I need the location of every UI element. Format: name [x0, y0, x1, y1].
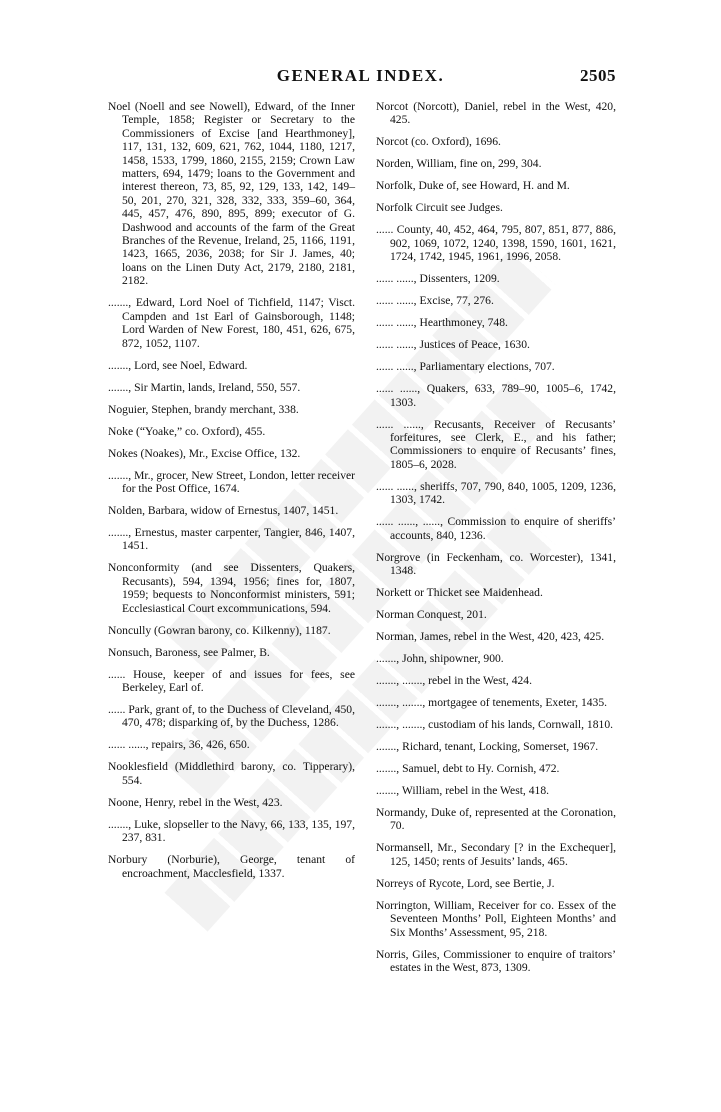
index-entry: Noone, Henry, rebel in the West, 423.: [108, 795, 283, 809]
index-entry: Norbury (Norburie), George, tenant of encroachment, Macclesfield, 1337.: [108, 853, 355, 880]
index-entry: ......., William, rebel in the West, 418.: [376, 784, 550, 798]
index-entry: ......., Lord, see Noel, Edward.: [108, 358, 248, 372]
index-column-left: [108, 100, 355, 889]
index-entry: ...... ......, Quakers, 633, 789–90, 1005–6, 1742, 1303.: [376, 382, 616, 409]
index-entry: Normandy, Duke of, represented at the Coronation, 70.: [376, 806, 616, 833]
index-entry: ......., ......., mortgagee of tenements, Exeter, 1435.: [376, 696, 608, 710]
index-entry: Norcot (co. Oxford), 1696.: [376, 135, 501, 149]
index-entry: Norrington, William, Receiver for co. Essex of the Seventeen Months’ Poll, Eighteen Months’ and Six Months’ Assessment, 95, 218.: [376, 898, 616, 939]
index-entry: ......., Samuel, debt to Hy. Cornish, 472.: [376, 762, 560, 776]
index-entry: Norris, Giles, Commissioner to enquire of traitors’ estates in the West, 873, 1309.: [376, 947, 616, 975]
index-entry: ...... ......, ......, Commission to enquire of sheriffs’ accounts, 840, 1236.: [376, 515, 616, 542]
index-entry: ...... House, keeper of and issues for fees, see Berkeley, Earl of.: [108, 667, 355, 694]
index-entry: Norman Conquest, 201.: [376, 608, 487, 622]
index-entry: ...... ......, sheriffs, 707, 790, 840, 1005, 1209, 1236, 1303, 1742.: [376, 479, 616, 507]
page-header: [0, 66, 721, 92]
index-entry: ......., ......., rebel in the West, 424.: [376, 674, 532, 688]
index-entry: ...... ......, Parliamentary elections, 707.: [376, 360, 555, 374]
page-title: GENERAL INDEX.: [276, 66, 445, 85]
index-entry: ...... County, 40, 452, 464, 795, 807, 851, 877, 886, 902, 1069, 1072, 1240, 1398, 1590, 1601, 1621, 1724, 1742, 1945, 1961, 1996, 2058.: [376, 223, 616, 264]
index-entry: ......., Ernestus, master carpenter, Tangier, 846, 1407, 1451.: [108, 525, 355, 553]
index-entry: ...... ......, Justices of Peace, 1630.: [376, 338, 530, 352]
index-entry: ......., ......., custodiam of his lands, Cornwall, 1810.: [376, 718, 614, 732]
index-entry: ...... ......, Excise, 77, 276.: [376, 294, 494, 308]
index-entry: ...... ......, Dissenters, 1209.: [376, 272, 500, 286]
index-entry: Nokes (Noakes), Mr., Excise Office, 132.: [108, 446, 301, 460]
index-entry: Nolden, Barbara, widow of Ernestus, 1407, 1451.: [108, 503, 339, 517]
index-entry: Norgrove (in Feckenham, co. Worcester), 1341, 1348.: [376, 550, 616, 578]
index-column-right: [376, 100, 616, 983]
index-entry: Nooklesfield (Middlethird barony, co. Tipperary), 554.: [108, 760, 355, 787]
index-entry: ...... Park, grant of, to the Duchess of Cleveland, 450, 470, 478; disparking of, by the Duchess, 1286.: [108, 702, 355, 730]
index-entry: Noel (Noell and see Nowell), Edward, of the Inner Temple, 1858; Register or Secretary to the Commissioners of Excise [and Hearthmoney], 117, 131, 132, 609, 621, 762, 1044, 1180, 1217, 1458, 1533, 1799, 1860, 2155, 2159; Crown Law matters, 694, 1479; loans to the Government and interest thereon, 73, 85, 92, 129, 133, 142, 149–50, 201, 270, 321, 328, 332, 333, 359–60, 364, 445, 457, 476, 890, 895, 899; executor of G. Dashwood and accounts of the farm of the Great Branches of the Revenue, Ireland, 25, 1166, 1191, 1423, 1665, 2036, 2038; for Sir J. James, 40; loans on the Linen Duty Act, 2179, 2180, 2181, 2182.: [108, 100, 355, 288]
index-entry: ......., Richard, tenant, Locking, Somerset, 1967.: [376, 740, 599, 754]
index-entry: Noguier, Stephen, brandy merchant, 338.: [108, 402, 299, 416]
index-entry: Norman, James, rebel in the West, 420, 423, 425.: [376, 630, 605, 644]
index-entry: ......., John, shipowner, 900.: [376, 652, 504, 666]
index-entry: Norcot (Norcott), Daniel, rebel in the West, 420, 425.: [376, 100, 616, 127]
index-entry: Nonconformity (and see Dissenters, Quakers, Recusants), 594, 1394, 1956; fines for, 1807, 1959; bequests to Nonconformist ministers, 591; Ecclesiastical Court excommunications, 594.: [108, 561, 355, 615]
index-entry: ...... ......, Hearthmoney, 748.: [376, 316, 508, 330]
index-entry: Norden, William, fine on, 299, 304.: [376, 157, 542, 171]
index-entry: Norkett or Thicket see Maidenhead.: [376, 586, 543, 600]
index-entry: Nonsuch, Baroness, see Palmer, B.: [108, 645, 270, 659]
index-entry: Noncully (Gowran barony, co. Kilkenny), 1187.: [108, 623, 331, 637]
index-entry: ......., Luke, slopseller to the Navy, 66, 133, 135, 197, 237, 831.: [108, 817, 355, 845]
index-entry: Norreys of Rycote, Lord, see Bertie, J.: [376, 876, 555, 890]
page-number: 2505: [580, 66, 616, 85]
index-entry: Noke (“Yoake,” co. Oxford), 455.: [108, 424, 266, 438]
index-entry: ...... ......, repairs, 36, 426, 650.: [108, 738, 250, 752]
index-entry: Norfolk Circuit see Judges.: [376, 201, 503, 215]
index-entry: ......., Mr., grocer, New Street, London, letter receiver for the Post Office, 1674.: [108, 468, 355, 495]
index-entry: Normansell, Mr., Secondary [? in the Exchequer], 125, 1450; rents of Jesuits’ lands, 465.: [376, 841, 616, 868]
index-entry: Norfolk, Duke of, see Howard, H. and M.: [376, 179, 570, 193]
index-entry: ...... ......, Recusants, Receiver of Recusants’ forfeitures, see Clerk, E., and his father; Commissioners to enquire of Recusants’ fines, 1805–6, 2028.: [376, 417, 616, 471]
index-entry: ......., Edward, Lord Noel of Tichfield, 1147; Visct. Campden and 1st Earl of Gainsborough, 1148; Lord Warden of New Forest, 180, 451, 626, 675, 872, 1052, 1107.: [108, 296, 355, 350]
index-entry: ......., Sir Martin, lands, Ireland, 550, 557.: [108, 380, 301, 394]
